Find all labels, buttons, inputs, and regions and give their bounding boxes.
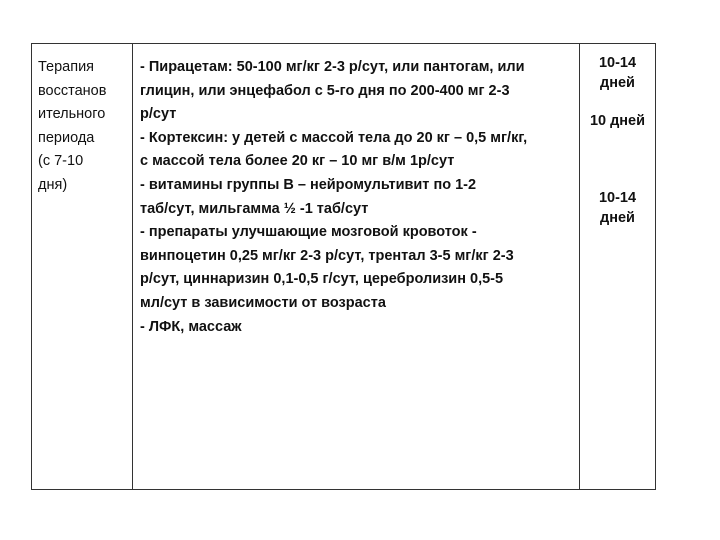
duration-line: дней <box>600 75 635 91</box>
therapy-table <box>31 43 656 490</box>
treatment-text <box>140 56 527 339</box>
duration-cell <box>580 44 655 489</box>
duration-line: дней <box>600 210 635 226</box>
duration-line: 10 дней <box>589 113 646 129</box>
period-label-line: ительного <box>38 106 106 123</box>
treatment-line: р/сут <box>140 106 177 123</box>
period-label-line: Терапия <box>38 59 95 75</box>
treatment-line: с массой тела более 20 кг – 10 мг в/м 1р/сут <box>140 153 455 170</box>
treatment-line: р/сут, циннаризин 0,1-0,5 г/сут, церебролизин 0,5-5 <box>140 271 504 288</box>
period-label <box>38 56 106 198</box>
duration-line: 10-14 <box>598 55 637 71</box>
treatment-line: винпоцетин 0,25 мг/кг 2-3 р/сут, трентал 3-5 мг/кг 2-3 <box>140 247 514 264</box>
duration-entry <box>580 111 655 131</box>
treatment-line: таб/сут, мильгамма ½ -1 таб/сут <box>140 200 369 217</box>
treatment-cell <box>133 44 580 489</box>
period-label-line: дня) <box>38 176 68 193</box>
duration-entry <box>580 188 655 228</box>
period-label-line: периода <box>38 129 95 146</box>
duration-line: 10-14 <box>598 190 637 206</box>
duration-entry <box>580 53 655 93</box>
treatment-line: - Кортексин: у детей с массой тела до 20 кг – 0,5 мг/кг, <box>140 129 528 146</box>
period-label-cell <box>32 44 133 489</box>
treatment-line: мл/сут в зависимости от возраста <box>140 294 386 311</box>
treatment-line: глицин, или энцефабол с 5-го дня по 200-400 мг 2-3 <box>140 82 510 99</box>
treatment-line: - витамины группы В – нейромультивит по 1-2 <box>140 176 477 193</box>
treatment-line: - Пирацетам: 50-100 мг/кг 2-3 р/сут, или пантогам, или <box>140 59 525 75</box>
period-label-line: восстанов <box>38 82 107 99</box>
treatment-line: - препараты улучшающие мозговой кровоток - <box>140 224 477 241</box>
treatment-line: - ЛФК, массаж <box>140 318 242 335</box>
period-label-line: (с 7-10 <box>38 153 84 170</box>
